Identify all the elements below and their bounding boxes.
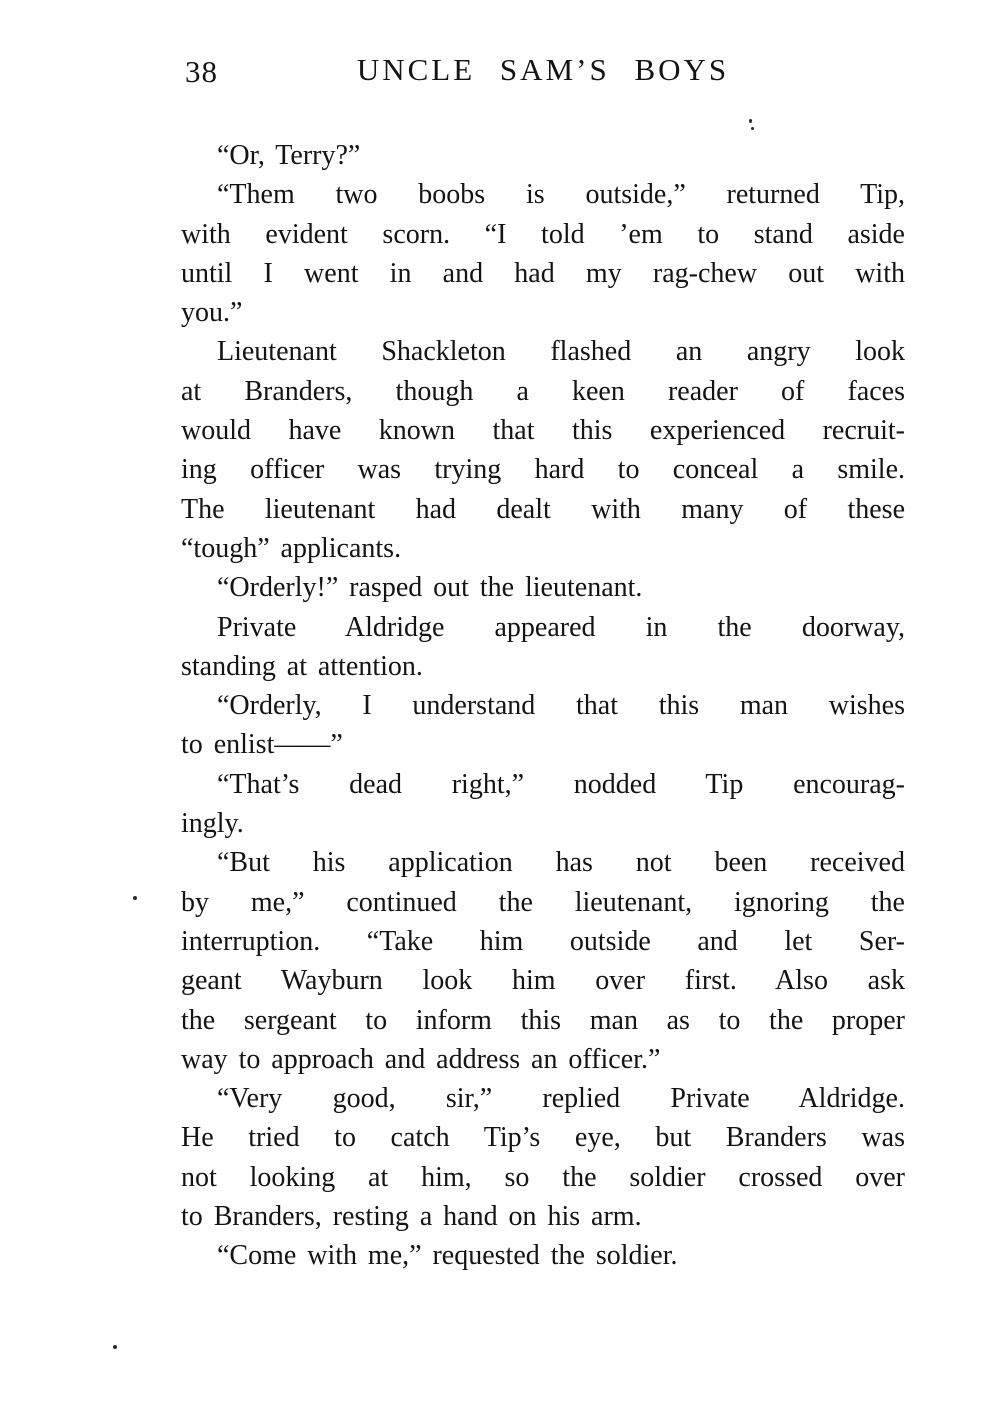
text-line: by me,” continued the lieutenant, ignoring the xyxy=(181,886,905,918)
scan-speck xyxy=(751,127,754,130)
text-line: with evident scorn. “I told ’em to stand aside xyxy=(181,218,905,250)
scan-speck xyxy=(133,896,137,900)
text-line: “Very good, sir,” replied Private Aldridge. xyxy=(217,1083,905,1115)
scan-speck xyxy=(113,1345,117,1349)
text-line: way to approach and address an officer.” xyxy=(181,1043,661,1075)
paragraph xyxy=(181,175,905,332)
text-line: the sergeant to inform this man as to the proper xyxy=(181,1004,905,1036)
text-line: “Orderly!” rasped out the lieutenant. xyxy=(217,572,643,604)
text-line: at Branders, though a keen reader of faces xyxy=(181,375,905,407)
text-line: to Branders, resting a hand on his arm. xyxy=(181,1201,642,1233)
text-line: “Or, Terry?” xyxy=(217,140,361,171)
text-line: interruption. “Take him outside and let Ser- xyxy=(181,925,905,957)
paragraph xyxy=(181,332,905,568)
text-line: “Orderly, I understand that this man wishes xyxy=(217,690,905,722)
text-line: you.” xyxy=(181,297,243,329)
paragraph xyxy=(181,1236,905,1275)
text-line: until I went in and had my rag-chew out with xyxy=(181,257,905,289)
scan-speck xyxy=(749,119,752,123)
text-line: “But his application has not been received xyxy=(217,847,905,879)
text-line: not looking at him, so the soldier crossed over xyxy=(181,1161,905,1193)
text-line: standing at attention. xyxy=(181,650,423,682)
paragraph xyxy=(181,136,905,175)
paragraph xyxy=(181,608,905,687)
paragraph xyxy=(181,765,905,844)
text-line: “Them two boobs is outside,” returned Tip, xyxy=(217,179,905,211)
text-line: geant Wayburn look him over first. Also ask xyxy=(181,965,905,997)
paragraph xyxy=(181,1079,905,1236)
text-line: Private Aldridge appeared in the doorway, xyxy=(217,611,905,643)
text-line: ing officer was trying hard to conceal a smile. xyxy=(181,454,905,486)
paragraph xyxy=(181,686,905,765)
running-title: UNCLE SAM’S BOYS xyxy=(356,52,730,87)
page-header xyxy=(181,52,905,94)
text-line: to enlist——” xyxy=(181,729,343,761)
text-line: would have known that this experienced recruit- xyxy=(181,415,905,447)
text-line: “tough” applicants. xyxy=(181,532,402,564)
text-block xyxy=(181,136,905,1276)
text-line: Lieutenant Shackleton flashed an angry look xyxy=(217,336,905,368)
paragraph xyxy=(181,568,905,607)
text-line: “Come with me,” requested the soldier. xyxy=(217,1240,678,1272)
page-number: 38 xyxy=(185,54,218,89)
text-line: ingly. xyxy=(181,808,244,840)
text-line: The lieutenant had dealt with many of these xyxy=(181,493,905,525)
text-line: “That’s dead right,” nodded Tip encourag- xyxy=(217,768,905,800)
text-line: He tried to catch Tip’s eye, but Branders was xyxy=(181,1122,905,1154)
paragraph xyxy=(181,843,905,1079)
